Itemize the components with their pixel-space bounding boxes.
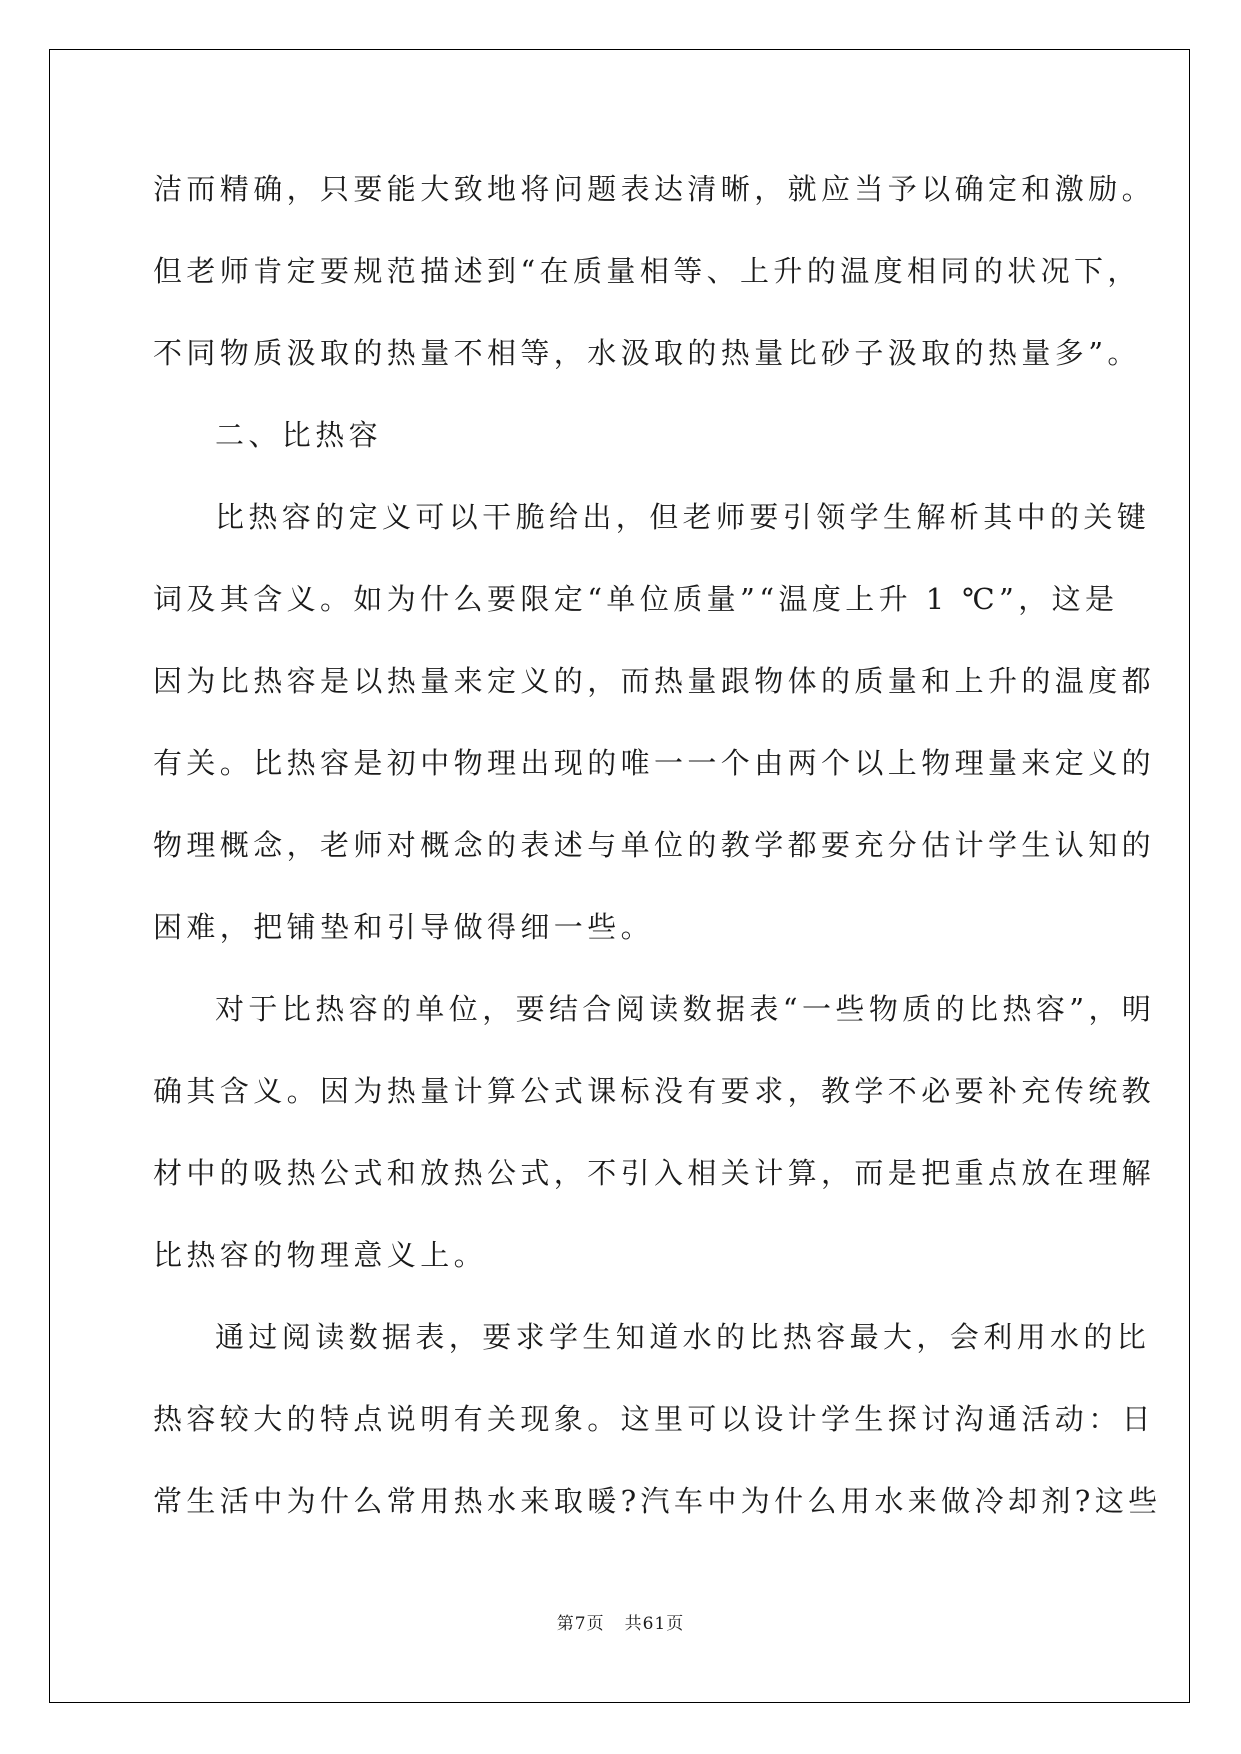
text-line: 常生活中为什么常用热水来取暖?汽车中为什么用水来做冷却剂?这些 <box>153 1484 1162 1518</box>
section-heading: 二、比热容 <box>215 418 383 452</box>
text-line: 不同物质汲取的热量不相等，水汲取的热量比砂子汲取的热量多”。 <box>153 336 1141 370</box>
text-line: 材中的吸热公式和放热公式，不引入相关计算，而是把重点放在理解 <box>153 1156 1156 1190</box>
page-total: 共61页 <box>624 1614 685 1634</box>
text-line: 对于比热容的单位，要结合阅读数据表“一些物质的比热容”，明 <box>215 992 1156 1026</box>
text-line: 热容较大的特点说明有关现象。这里可以设计学生探讨沟通活动：日 <box>153 1402 1156 1436</box>
text-line: 物理概念，老师对概念的表述与单位的教学都要充分估计学生认知的 <box>153 828 1156 862</box>
text-line: 有关。比热容是初中物理出现的唯一一个由两个以上物理量来定义的 <box>153 746 1156 780</box>
text-line: 困难，把铺垫和引导做得细一些。 <box>153 910 655 944</box>
page-footer <box>0 1612 1241 1636</box>
text-line: 但老师肯定要规范描述到“在质量相等、上升的温度相同的状况下， <box>153 254 1141 288</box>
document-body <box>153 159 1162 1553</box>
text-line: 词及其含义。如为什么要限定“单位质量”“温度上升 1 ℃”，这是 <box>153 582 1119 616</box>
text-line: 通过阅读数据表，要求学生知道水的比热容最大，会利用水的比 <box>215 1320 1151 1354</box>
text-line: 比热容的物理意义上。 <box>153 1238 488 1272</box>
text-line: 确其含义。因为热量计算公式课标没有要求，教学不必要补充传统教 <box>153 1074 1156 1108</box>
page-number: 第7页 <box>556 1614 605 1634</box>
text-line: 因为比热容是以热量来定义的，而热量跟物体的质量和上升的温度都 <box>153 664 1156 698</box>
text-line: 比热容的定义可以干脆给出，但老师要引领学生解析其中的关键 <box>215 500 1151 534</box>
text-line: 洁而精确，只要能大致地将问题表达清晰，就应当予以确定和激励。 <box>153 172 1156 206</box>
